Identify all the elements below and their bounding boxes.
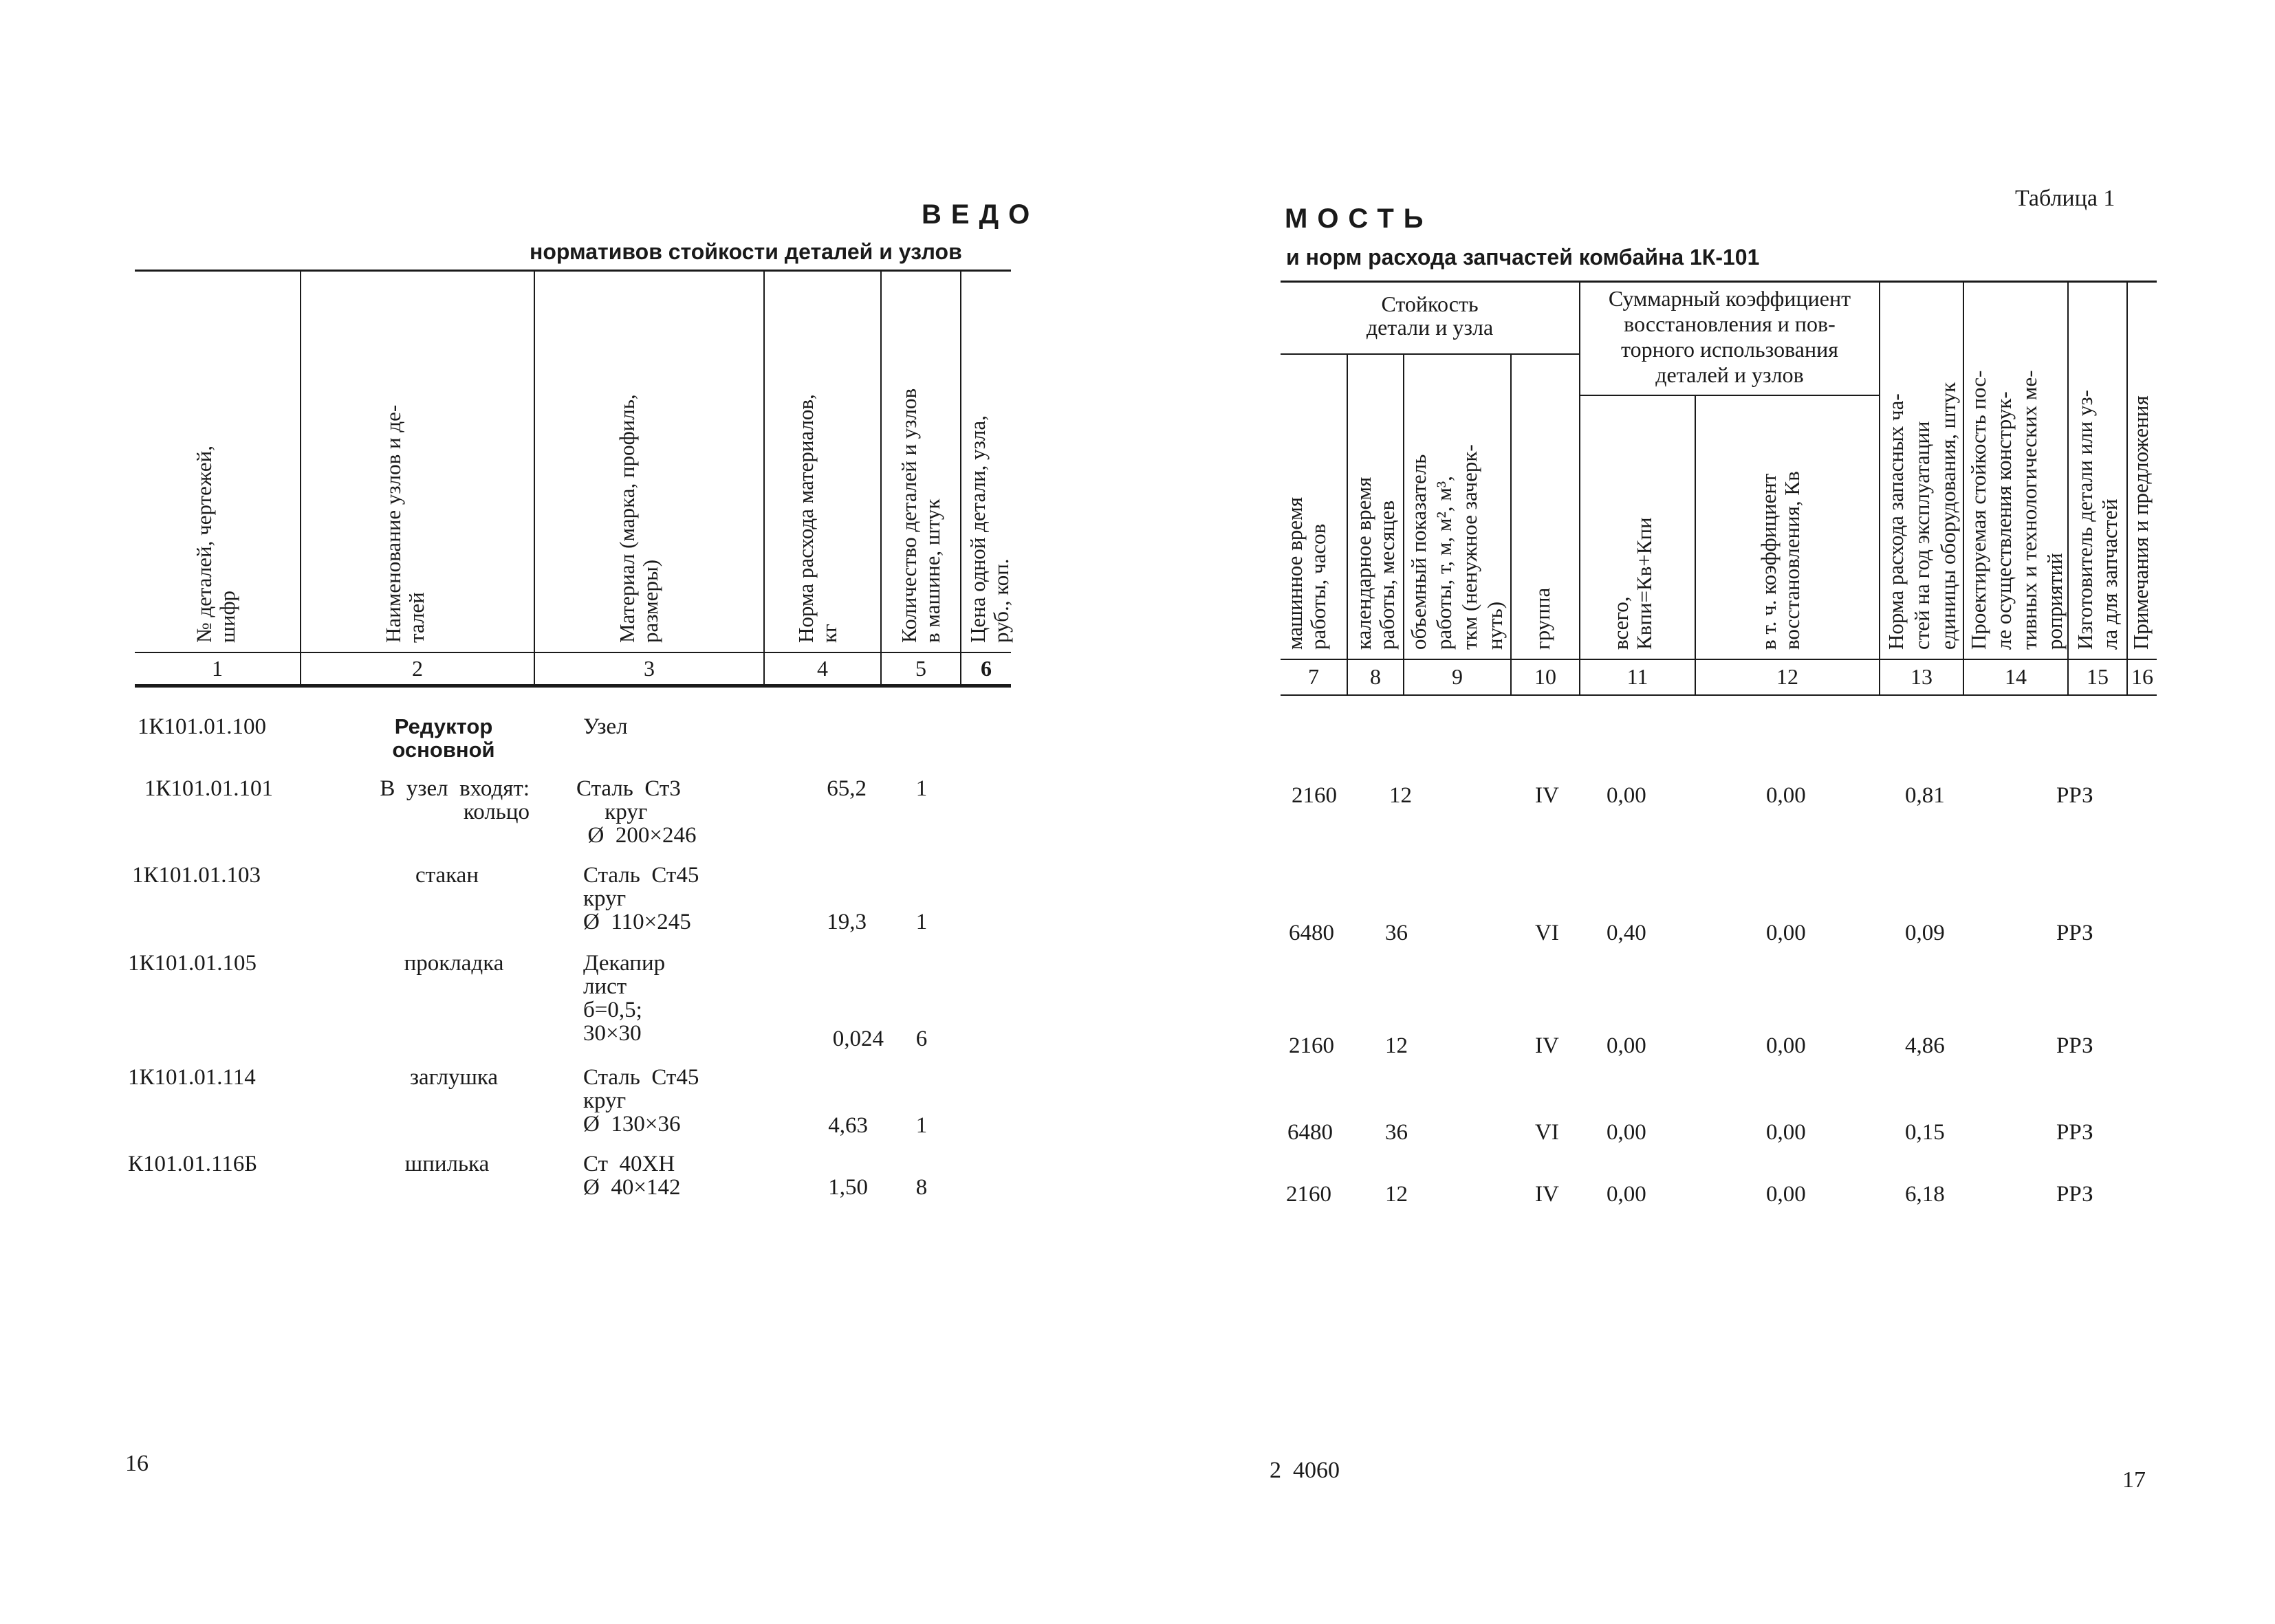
header-c5: Количество деталей и узлов в машине, штук <box>897 388 944 643</box>
row-months: 36 <box>1385 1120 1408 1145</box>
row-code: 1К101.01.103 <box>132 863 261 888</box>
col-number: 13 <box>1911 664 1933 689</box>
row-norm: 6,18 <box>1905 1182 1945 1207</box>
row-group: IV <box>1535 783 1559 808</box>
row-material: Ст 40ХН Ø 40×142 <box>583 1152 681 1200</box>
col-number: 2 <box>412 656 423 681</box>
row-maker: РРЗ <box>2056 921 2093 945</box>
row-group: IV <box>1535 1182 1559 1207</box>
row-months: 12 <box>1385 1033 1408 1058</box>
row-material: Сталь Ст3 круг Ø 200×246 <box>576 776 697 848</box>
row-qty: 8 <box>915 1175 928 1200</box>
row-material: Декапир лист б=0,5; 30×30 <box>583 951 666 1046</box>
row-total: 0,00 <box>1607 783 1646 808</box>
row-norm: 1,50 <box>828 1175 868 1200</box>
col-number: 6 <box>981 656 992 681</box>
header-c7: машинное время работы, часов <box>1283 497 1330 650</box>
left-col-divider <box>763 272 765 684</box>
col-number: 4 <box>817 656 828 681</box>
left-title: ВЕДО <box>922 199 1040 230</box>
row-total: 0,00 <box>1607 1120 1646 1145</box>
row-norm: 0,81 <box>1905 783 1945 808</box>
row-norm: 0,15 <box>1905 1120 1945 1145</box>
right-number-row-rule <box>1281 694 2157 696</box>
row-kv: 0,00 <box>1766 921 1806 945</box>
coef-rule <box>1579 395 1879 396</box>
row-norm: 4,63 <box>828 1113 868 1138</box>
row-months: 12 <box>1385 1182 1408 1207</box>
row-code: 1К101.01.105 <box>128 951 257 976</box>
row-name: Редуктор основной <box>392 714 495 762</box>
row-group: VI <box>1535 921 1559 945</box>
row-code: 1К101.01.100 <box>138 714 267 739</box>
right-col-divider <box>1695 396 1696 694</box>
left-table-top-rule <box>135 270 1011 272</box>
row-kv: 0,00 <box>1766 1033 1806 1058</box>
row-group: IV <box>1535 1033 1559 1058</box>
header-c11: всего, Квпи=Кв+Кпи <box>1609 517 1656 650</box>
row-material: Сталь Ст45 круг Ø 130×36 <box>583 1065 699 1137</box>
row-qty: 1 <box>915 1113 928 1138</box>
right-page-number: 17 <box>2122 1467 2146 1493</box>
row-qty: 1 <box>915 776 928 801</box>
row-total: 0,00 <box>1607 1033 1646 1058</box>
row-material: Узел <box>583 714 628 739</box>
right-col-divider <box>1510 355 1512 694</box>
right-col-divider <box>1403 355 1404 694</box>
row-kv: 0,00 <box>1766 783 1806 808</box>
right-col-divider <box>2067 283 2069 694</box>
group-header-coef: Суммарный коэффициент восстановления и пов- торного использования деталей и узлов <box>1608 286 1851 387</box>
right-col-divider <box>1347 355 1348 694</box>
header-c14: Проектируемая стойкость пос- ле осуществления конструк- тивных и технологических ме- роприятий <box>1966 370 2067 650</box>
left-number-row-rule <box>135 684 1011 688</box>
right-title: МОСТЬ <box>1285 204 1433 234</box>
row-hours: 2160 <box>1289 1033 1334 1058</box>
right-col-divider <box>1879 283 1880 694</box>
header-c12: в т. ч. коэффициент восстановления, Кв <box>1756 471 1804 650</box>
row-kv: 0,00 <box>1766 1120 1806 1145</box>
right-col-divider <box>1963 283 1964 694</box>
row-qty: 6 <box>915 1027 928 1051</box>
row-code: 1К101.01.114 <box>128 1065 256 1090</box>
header-c8: календарное время работы, месяцев <box>1351 476 1399 650</box>
row-months: 12 <box>1389 783 1412 808</box>
footer-code: 2 4060 <box>1270 1458 1340 1483</box>
row-months: 36 <box>1385 921 1408 945</box>
header-c16: Примечания и предложения <box>2129 395 2153 650</box>
col-number: 9 <box>1452 664 1463 689</box>
row-maker: РРЗ <box>2056 1182 2093 1207</box>
row-hours: 6480 <box>1289 921 1334 945</box>
left-header-rule <box>135 652 1011 653</box>
row-norm: 19,3 <box>827 910 867 934</box>
header-c9: объемный показатель работы, т, м, м², м³, ткм (ненужное зачерк- нуть) <box>1406 444 1507 650</box>
right-header-rule <box>1281 659 2157 660</box>
row-hours: 6480 <box>1287 1120 1333 1145</box>
group-header-stoikost: Стойкость детали и узла <box>1366 292 1494 340</box>
col-number: 16 <box>2131 664 2153 689</box>
left-page-number: 16 <box>125 1451 149 1476</box>
right-subtitle: и норм расхода запчастей комбайна 1К-101 <box>1286 245 1760 270</box>
row-kv: 0,00 <box>1766 1182 1806 1207</box>
row-code: 1К101.01.101 <box>144 776 274 801</box>
row-group: VI <box>1535 1120 1559 1145</box>
left-col-divider <box>880 272 882 684</box>
row-name: шпилька <box>404 1152 490 1176</box>
col-number: 10 <box>1534 664 1556 689</box>
col-number: 12 <box>1776 664 1798 689</box>
header-c3: Материал (марка, профиль, размеры) <box>615 394 662 643</box>
row-qty: 1 <box>915 910 928 934</box>
col-number: 8 <box>1370 664 1381 689</box>
row-norm: 65,2 <box>827 776 867 801</box>
row-total: 0,00 <box>1607 1182 1646 1207</box>
col-number: 7 <box>1308 664 1319 689</box>
header-c13: Норма расхода запасных ча- стей на год эксплуатации единицы оборудования, штук <box>1884 382 1960 650</box>
header-c1: № деталей, чертежей, шифр <box>192 446 239 643</box>
col-number: 3 <box>644 656 655 681</box>
row-maker: РРЗ <box>2056 1033 2093 1058</box>
row-name: стакан <box>415 863 479 888</box>
header-c6: Цена одной детали, узла, руб., коп. <box>966 415 1013 643</box>
col-number: 1 <box>212 656 223 681</box>
header-c4: Норма расхода материалов, кг <box>794 394 841 643</box>
right-col-divider <box>2126 283 2128 694</box>
left-col-divider <box>300 272 301 684</box>
col-number: 15 <box>2087 664 2109 689</box>
header-c2: Наименование узлов и де- талей <box>381 404 428 643</box>
row-norm: 0,09 <box>1905 921 1945 945</box>
table-label: Таблица 1 <box>2015 186 2115 211</box>
header-c15: Изготовитель детали или уз- ла для запчастей <box>2073 390 2122 650</box>
col-number: 5 <box>915 656 926 681</box>
left-subtitle: нормативов стойкости деталей и узлов <box>530 239 962 264</box>
row-material: Сталь Ст45 круг Ø 110×245 <box>583 863 699 934</box>
row-name: заглушка <box>409 1065 499 1090</box>
row-norm: 4,86 <box>1905 1033 1945 1058</box>
row-hours: 2160 <box>1286 1182 1331 1207</box>
row-maker: РРЗ <box>2056 1120 2093 1145</box>
row-name: В узел входят: кольцо <box>380 776 530 824</box>
left-col-divider <box>960 272 961 684</box>
row-name: прокладка <box>404 951 504 976</box>
right-table-top-rule <box>1281 281 2157 283</box>
stoikost-rule <box>1281 353 1579 355</box>
row-hours: 2160 <box>1292 783 1337 808</box>
row-total: 0,40 <box>1607 921 1646 945</box>
col-number: 14 <box>2005 664 2027 689</box>
row-code: К101.01.116Б <box>128 1152 258 1176</box>
row-maker: РРЗ <box>2056 783 2093 808</box>
header-c10: группа <box>1530 587 1554 650</box>
left-col-divider <box>534 272 535 684</box>
col-number: 11 <box>1626 664 1648 689</box>
row-norm: 0,024 <box>832 1027 884 1051</box>
